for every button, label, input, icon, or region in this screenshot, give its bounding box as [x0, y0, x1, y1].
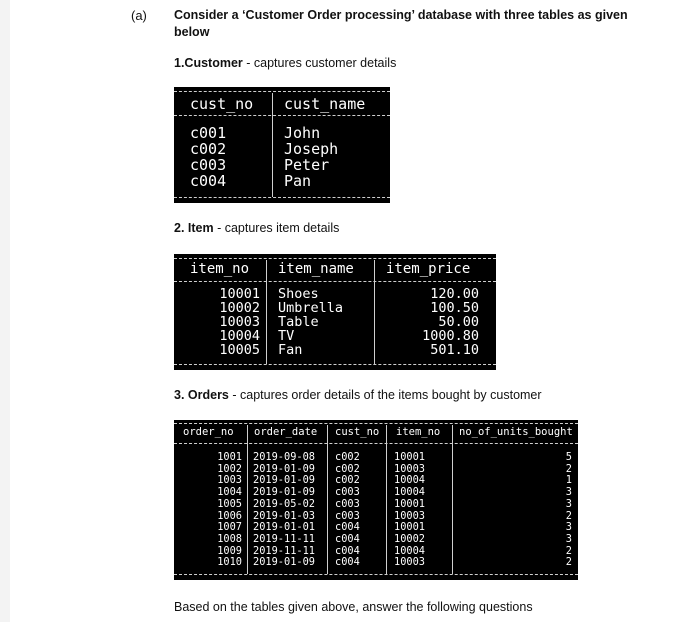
table-cell: 100.50 — [430, 300, 479, 316]
table-cell: 1007 — [217, 521, 242, 534]
table-cell: 10005 — [219, 342, 260, 358]
table-cell: 1003 — [217, 474, 242, 487]
column-separator — [452, 425, 453, 574]
table-rule — [174, 197, 390, 198]
question-label: (a) — [131, 8, 147, 23]
column-header: item_price — [386, 261, 471, 277]
orders-table — [174, 420, 578, 580]
table-cell: 2019-01-03 — [253, 509, 315, 522]
column-header: cust_name — [284, 95, 366, 113]
table-cell: c001 — [190, 124, 227, 142]
table-cell: 2 — [565, 462, 572, 475]
table-rule — [174, 364, 496, 365]
table-cell: 1002 — [217, 462, 242, 475]
question-intro: Consider a ‘Customer Order processing’ database with three tables as given below — [174, 8, 628, 39]
table-cell: 501.10 — [430, 342, 479, 358]
item-heading-desc: - captures item details — [213, 221, 340, 235]
table-cell: Table — [278, 314, 319, 330]
column-header: order_date — [254, 426, 318, 438]
column-separator — [327, 425, 328, 574]
table-cell: TV — [278, 328, 295, 344]
table-cell: 1001 — [217, 451, 242, 463]
customer-heading-desc: - captures customer details — [242, 56, 397, 70]
orders-heading — [174, 388, 542, 402]
table-cell: 10001 — [394, 521, 425, 534]
column-separator — [374, 260, 375, 364]
table-cell: c004 — [335, 521, 360, 534]
table-cell: 1005 — [217, 497, 242, 510]
table-cell: 2 — [565, 556, 572, 569]
table-rule — [174, 281, 496, 282]
customer-table — [174, 87, 390, 203]
orders-heading-title: 3. Orders — [174, 388, 229, 402]
table-rule — [174, 423, 578, 424]
table-cell: 10004 — [394, 544, 425, 557]
table-cell: 10002 — [219, 300, 260, 316]
table-cell: 10004 — [219, 328, 260, 344]
table-cell: 3 — [565, 497, 572, 510]
table-cell: Umbrella — [278, 300, 344, 316]
table-cell: Joseph — [284, 140, 339, 158]
table-cell: 1004 — [217, 486, 242, 499]
column-header: order_no — [183, 426, 234, 438]
table-cell: 1008 — [217, 532, 242, 545]
table-cell: 2019-01-09 — [253, 474, 315, 487]
table-cell: c004 — [335, 532, 360, 545]
table-cell: 10003 — [394, 556, 425, 569]
table-cell: 2019-09-08 — [253, 451, 315, 463]
table-cell: Fan — [278, 342, 303, 358]
table-cell: c003 — [335, 509, 360, 522]
table-cell: 2019-05-02 — [253, 497, 315, 510]
table-cell: Pan — [284, 172, 312, 190]
table-cell: 2019-01-09 — [253, 462, 315, 475]
table-cell: 3 — [565, 521, 572, 534]
table-rule — [174, 574, 578, 575]
table-cell: Peter — [284, 156, 330, 174]
column-header: item_name — [278, 261, 354, 277]
table-cell: c003 — [335, 486, 360, 499]
table-cell: 10003 — [394, 509, 425, 522]
column-header: no_of_units_bought — [459, 426, 573, 438]
customer-heading — [174, 56, 396, 70]
table-cell: c002 — [335, 462, 360, 475]
item-heading-title: 2. Item — [174, 221, 214, 235]
table-rule — [174, 115, 390, 116]
column-separator — [247, 425, 248, 574]
orders-heading-desc: - captures order details of the items bought by customer — [228, 388, 542, 402]
table-cell: John — [284, 124, 321, 142]
item-heading — [174, 221, 339, 235]
table-cell: 120.00 — [430, 286, 479, 302]
table-cell: c004 — [335, 556, 360, 569]
table-cell: c002 — [335, 451, 360, 463]
table-cell: c004 — [335, 544, 360, 557]
table-cell: 2019-01-01 — [253, 521, 315, 534]
table-cell: Shoes — [278, 286, 319, 302]
table-cell: 3 — [565, 532, 572, 545]
table-cell: 1000.80 — [422, 328, 479, 344]
table-cell: c002 — [335, 474, 360, 487]
table-cell: 10001 — [219, 286, 260, 302]
table-cell: 10004 — [394, 486, 425, 499]
footer-instruction: Based on the tables given above, answer the following questions — [174, 600, 533, 614]
table-cell: 1009 — [217, 544, 242, 557]
table-cell: 2019-11-11 — [253, 532, 315, 545]
table-cell: 10001 — [394, 497, 425, 510]
table-cell: 50.00 — [438, 314, 479, 330]
table-cell: 2 — [565, 509, 572, 522]
table-cell: c002 — [190, 140, 227, 158]
table-cell: c003 — [335, 497, 360, 510]
column-separator — [272, 93, 273, 197]
column-header: cust_no — [335, 426, 380, 438]
table-cell: 10001 — [394, 451, 425, 463]
table-cell: 2019-01-09 — [253, 556, 315, 569]
item-table — [174, 254, 496, 370]
table-cell: 10003 — [394, 462, 425, 475]
table-cell: 5 — [565, 451, 572, 463]
table-rule — [174, 443, 578, 444]
table-rule — [174, 258, 496, 259]
customer-heading-title: 1.Customer — [174, 56, 243, 70]
table-cell: 2019-01-09 — [253, 486, 315, 499]
table-cell: 10002 — [394, 532, 425, 545]
column-header: item_no — [396, 426, 441, 438]
table-cell: 2 — [565, 544, 572, 557]
column-header: cust_no — [190, 95, 254, 113]
table-cell: 10003 — [219, 314, 260, 330]
table-cell: 1 — [565, 474, 572, 487]
table-cell: 3 — [565, 486, 572, 499]
table-rule — [174, 91, 390, 92]
table-cell: c004 — [190, 172, 227, 190]
column-separator — [386, 425, 387, 574]
left-margin-bar — [0, 0, 10, 622]
table-cell: c003 — [190, 156, 227, 174]
table-cell: 1010 — [217, 556, 242, 569]
column-header: item_no — [190, 261, 250, 277]
table-cell: 2019-11-11 — [253, 544, 315, 557]
table-cell: 10004 — [394, 474, 425, 487]
table-cell: 1006 — [217, 509, 242, 522]
column-separator — [266, 260, 267, 364]
